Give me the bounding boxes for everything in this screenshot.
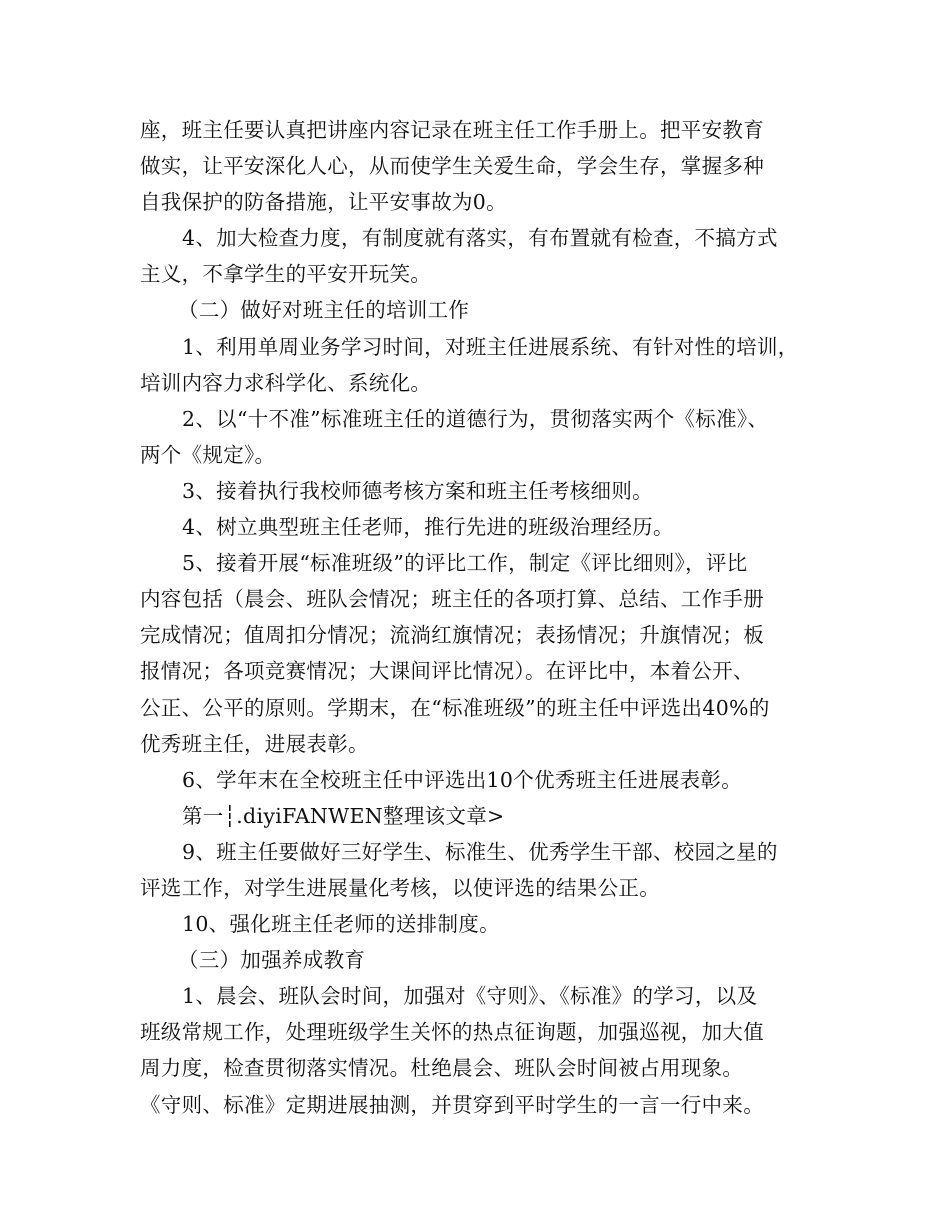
text-line: 4、加大检查力度，有制度就有落实，有布置就有检查，不搞方式	[182, 226, 778, 251]
text-line: 周力度，检查贯彻落实情况。杜绝晨会、班队会时间被占用现象。	[140, 1056, 744, 1081]
watermark-line: 第一┆.diyiFANWEN整理该文章>	[182, 803, 505, 828]
text-line: 1、晨会、班队会时间，加强对《守则》、《标准》的学习，以及	[182, 984, 758, 1009]
text-line: 评选工作，对学生进展量化考核，以使评选的结果公正。	[140, 875, 660, 900]
text-line: 10、强化班主任老师的送排制度。	[182, 912, 500, 937]
text-line: 两个《规定》。	[140, 442, 276, 467]
text-line: 内容包括（晨会、班队会情况；班主任的各项打算、总结、工作手册	[140, 587, 764, 612]
text-line: 9、班主任要做好三好学生、标准生、优秀学生干部、校园之星的	[182, 839, 778, 864]
text-line: 自我保护的防备措施，让平安事故为0。	[140, 190, 507, 215]
text-line: 3、接着执行我校师德考核方案和班主任考核细则。	[182, 478, 653, 503]
text-line: 5、接着开展“标准班级”的评比工作，制定《评比细则》，评比	[182, 551, 748, 576]
text-line: 报情况；各项竞赛情况；大课间评比情况）。在评比中，本着公开、	[140, 659, 754, 684]
section-heading: （三）加强养成教育	[178, 948, 366, 973]
text-line: 1、利用单周业务学习时间，对班主任进展系统、有针对性的培训，	[182, 334, 799, 359]
text-line: 6、学年末在全校班主任中评选出10个优秀班主任进展表彰。	[182, 767, 743, 792]
text-line: 座，班主任要认真把讲座内容记录在班主任工作手册上。把平安教育	[140, 118, 764, 142]
text-line: 做实，让平安深化人心，从而使学生关爱生命，学会生存，掌握多种	[140, 154, 764, 179]
document-body	[140, 112, 820, 1123]
text-line: 4、树立典型班主任老师，推行先进的班级治理经历。	[182, 515, 674, 540]
text-line: 班级常规工作，处理班级学生关怀的热点征询题，加强巡视，加大值	[140, 1020, 764, 1045]
text-line: 《守则、标准》定期进展抽测，并贯穿到平时学生的一言一行中来。	[140, 1092, 764, 1117]
section-heading: （二）做好对班主任的培训工作	[178, 298, 470, 323]
text-line: 公正、公平的原则。学期末，在“标准班级”的班主任中评选出40%的	[140, 695, 770, 720]
text-line: 主义，不拿学生的平安开玩笑。	[140, 262, 432, 287]
text-line: 完成情况；值周扣分情况；流淌红旗情况；表扬情况；升旗情况；板	[140, 623, 764, 648]
text-line: 培训内容力求科学化、系统化。	[140, 370, 432, 395]
text-line: 2、以“十不准”标准班主任的道德行为，贯彻落实两个《标准》、	[182, 406, 769, 431]
text-line: 优秀班主任，进展表彰。	[140, 731, 369, 756]
